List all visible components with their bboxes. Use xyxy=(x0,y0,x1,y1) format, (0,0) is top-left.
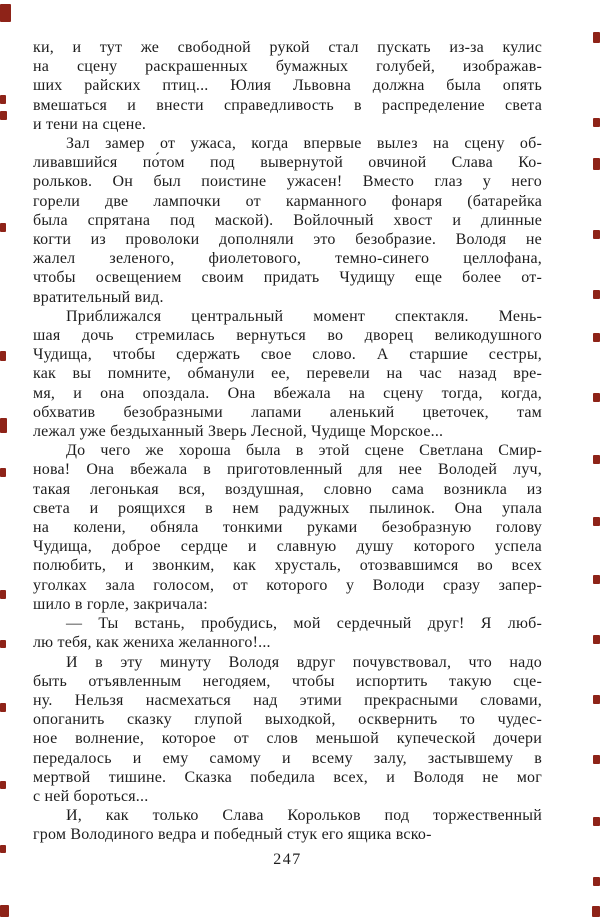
text-line: Приближался центральный момент спектакля. Мень- xyxy=(66,307,542,325)
text-line: на сцену раскрашенных бумажных голубей, изображав- xyxy=(33,58,542,76)
page-edge-mark xyxy=(0,351,6,361)
text-line: И, как только Слава Корольков под торжественный xyxy=(66,807,542,825)
text-line: Чудища, доброе сердце и славную душу которого успела xyxy=(33,538,542,556)
paragraph xyxy=(33,134,542,307)
page-edge-mark xyxy=(593,32,600,43)
text-line: Чудища, чтобы сдержать свое слово. А старшие сестры, xyxy=(33,346,542,364)
page-edge-mark xyxy=(593,635,600,644)
page-edge-mark xyxy=(0,223,6,232)
page-edge-mark xyxy=(593,455,600,464)
text-line: с ней бороться... xyxy=(33,787,149,805)
text-line: опоганить сказку глупой выходкой, осквернить то чудес- xyxy=(33,711,542,729)
page-edge-mark xyxy=(593,118,600,127)
text-line: рольков. Он был поистине ужасен! Вместо глаз у него xyxy=(33,173,542,191)
text-line: чтобы освещением своим придать Чудищу еще более от- xyxy=(33,269,542,287)
text-line: До чего же хороша была в этой сцене Светлана Смир- xyxy=(66,442,542,460)
text-line: лю тебя, как жениха желанного!... xyxy=(33,634,271,652)
paragraph xyxy=(33,307,542,441)
text-line: лежал уже бездыханный Зверь Лесной, Чудище Морское... xyxy=(33,423,444,441)
text-line: мя, и она опоздала. Она вбежала на сцену тогда, когда, xyxy=(33,384,542,402)
page-edge-mark xyxy=(593,755,600,764)
text-line: когти из проволоки дополняли это безобразие. Володя не xyxy=(33,231,542,249)
text-line: на колени, обняла тонкими руками безобразную голову xyxy=(33,519,542,537)
paragraph xyxy=(33,653,542,807)
page-edge-mark xyxy=(0,703,6,712)
text-line: шило в горле, закричала: xyxy=(33,595,208,613)
text-line: и тени на сцене. xyxy=(33,115,147,133)
text-line: горели две лампочки от карманного фонаря (батарейка xyxy=(33,192,542,210)
text-line: — Ты встань, пробудись, мой сердечный друг! Я люб- xyxy=(66,615,542,633)
page-number: 247 xyxy=(273,851,302,868)
text-line: полюбить, и звонким, как хрусталь, отозвавшимся во всех xyxy=(33,557,542,575)
text-line: вратительный вид. xyxy=(33,288,164,306)
page-edge-mark xyxy=(0,905,9,917)
page-edge-mark xyxy=(0,468,6,477)
paragraph xyxy=(33,441,542,614)
page-edge-mark xyxy=(593,817,600,826)
page-edge-mark xyxy=(593,230,600,239)
text-line: шая дочь стремилась вернуться во дворец великодушного xyxy=(33,327,542,345)
text-line: ки, и тут же свободной рукой стал пускать из-за кулис xyxy=(33,39,542,56)
page-edge-mark xyxy=(0,4,11,22)
text-line: жалел зеленого, фиолетового, темно-синего целлофана, xyxy=(33,250,542,268)
text-line: ливавшийся по́том под вывернутой овчиной Слава Ко- xyxy=(33,154,542,172)
page-edge-mark xyxy=(593,158,600,170)
text-line: гром Володиного ведра и победный стук его ящика вско- xyxy=(33,826,432,844)
page-edge-mark xyxy=(0,418,7,433)
text-line: передалось и ему самому и всему залу, застывшему в xyxy=(33,749,542,767)
page-edge-mark xyxy=(0,590,6,599)
text-line: была спрятана под маской). Войлочный хвост и длинные xyxy=(33,211,542,229)
page-edge-mark xyxy=(593,517,600,526)
text-line: Зал замер от ужаса, когда впервые вылез на сцену об- xyxy=(66,135,542,153)
text-line: ное волнение, которое от слов меньшой купеческой дочери xyxy=(33,730,542,748)
text-line: мертвой тишине. Сказка победила всех, и Володя не мог xyxy=(33,768,542,786)
page-edge-mark xyxy=(593,575,600,584)
page-edge-mark xyxy=(593,695,600,704)
page-edge-mark xyxy=(592,906,600,917)
page-edge-mark xyxy=(0,111,7,120)
text-line: такая легонькая вся, воздушная, словно сама возникла из xyxy=(33,480,542,498)
page-edge-mark xyxy=(593,333,600,342)
page-edge-mark xyxy=(0,640,6,648)
text-line: уголках зала голосом, от которого у Володи сразу запер- xyxy=(33,576,542,594)
page-edge-mark xyxy=(0,781,6,789)
paragraph xyxy=(33,614,542,652)
page-edge-mark xyxy=(593,290,600,299)
page-edge-mark xyxy=(593,877,600,886)
page-edge-mark xyxy=(0,95,6,104)
text-line: нова! Она вбежала в приготовленный для нее Володей луч, xyxy=(33,461,542,479)
text-line: ну. Нельзя насмехаться над этими прекрасными словами, xyxy=(33,691,542,709)
text-line: вмешаться и внести справедливость в распределение света xyxy=(33,96,542,114)
text-line: ших райских птиц... Юлия Львовна должна была опять xyxy=(33,77,542,95)
text-line: света и роящихся в нем радужных пылинок. Она упала xyxy=(33,499,542,517)
body-text xyxy=(33,38,542,845)
text-line: как вы помните, обманули ее, перевели на час назад вре- xyxy=(33,365,542,383)
text-line: быть отъявленным негодяем, чтобы испортить такую сце- xyxy=(33,672,542,690)
paragraph xyxy=(33,806,542,844)
page-edge-mark xyxy=(593,393,600,402)
text-line: обхватив безобразными лапами аленький цветочек, там xyxy=(33,403,542,421)
text-line: И в эту минуту Володя вдруг почувствовал, что надо xyxy=(66,653,542,671)
page-edge-mark xyxy=(0,845,6,853)
paragraph xyxy=(33,38,542,134)
